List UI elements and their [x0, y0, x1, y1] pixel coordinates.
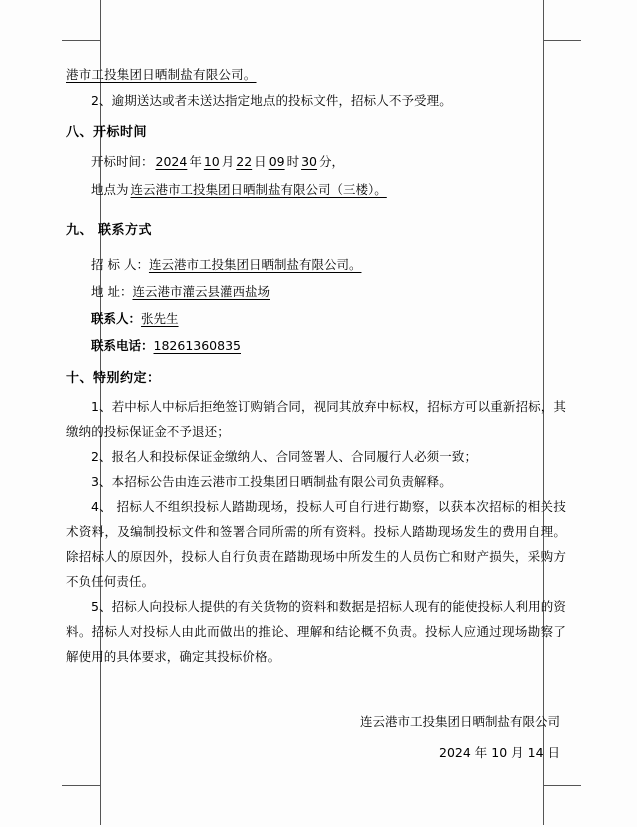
crop-mark-left-top: [100, 0, 101, 40]
section-8-heading: 八、开标时间: [66, 125, 148, 140]
open-time-month: 10: [203, 154, 220, 169]
crop-mark-bottom-left-h: [62, 785, 100, 786]
open-place-row: [66, 176, 566, 204]
crop-mark-right-top: [543, 0, 544, 40]
contact-value-bidder: 连云港市工投集团日晒制盐有限公司。: [148, 257, 362, 272]
contact-value-person: 张先生: [141, 311, 179, 326]
open-time-minute: 30: [301, 154, 318, 169]
special-clause-4: 4、 招标人不组织投标人踏勘现场，投标人可自行进行勘察，以获本次招标的相关技术资料，及编制投标文件和签署合同所需的所有资料。投标人踏勘现场发生的费用自理。除招标人的原因外，投标人自行负责在踏勘现场中所发生的人员伤亡和财产损失，采购方不负任何责任。: [66, 499, 566, 589]
footer-date: 2024 年 10 月 14 日: [439, 745, 560, 760]
crop-mark-bottom-right-h: [543, 785, 581, 786]
footer-signature: 连云港市工投集团日晒制盐有限公司: [359, 714, 560, 729]
special-clause-3: 3、本招标公告由连云港市工投集团日晒制盐有限公司负责解释。: [91, 474, 452, 489]
contact-row: [66, 251, 566, 278]
contact-label-address: 地 址：: [91, 284, 133, 299]
open-time-row: [66, 148, 566, 176]
document-body: [66, 62, 566, 669]
special-clause-2: 2、报名人和投标保证金缴纳人、合同签署人、合同履行人必须一致；: [91, 449, 478, 464]
section-9-heading: 九、 联系方式: [66, 223, 153, 238]
crop-mark-top-left-h: [62, 40, 100, 41]
open-time-minute-unit: 分，: [319, 154, 345, 169]
contact-value-address: 连云港市灌云县灌西盐场: [132, 284, 270, 299]
open-time-day: 22: [236, 154, 253, 169]
open-time-month-unit: 月: [221, 154, 235, 169]
contact-label-bidder: 招 标 人：: [91, 257, 149, 272]
crop-mark-left-bottom: [100, 785, 101, 825]
late-submission-clause: 2、逾期送达或者未送达指定地点的投标文件，招标人不予受理。: [91, 93, 452, 108]
section-10-heading: 十、特别约定：: [66, 371, 161, 386]
contact-row: [66, 305, 566, 332]
open-time-year: 2024: [155, 154, 188, 169]
open-place-label: 地点为: [91, 182, 129, 197]
open-time-hour: 09: [268, 154, 285, 169]
top-continuation-line: 港市工投集团日晒制盐有限公司。: [66, 67, 257, 82]
open-time-label: 开标时间：: [91, 154, 154, 169]
special-clause-5: 5、招标人向投标人提供的有关货物的资料和数据是招标人现有的能使投标人利用的资料。招标人对投标人由此而做出的推论、理解和结论概不负责。投标人应通过现场勘察了解使用的具体要求，确定其投标价格。: [66, 599, 566, 664]
open-time-day-unit: 日: [254, 154, 267, 169]
contact-label-person: 联系人：: [91, 311, 142, 326]
crop-mark-top-right-h: [543, 40, 581, 41]
open-time-hour-unit: 时: [286, 154, 300, 169]
contact-value-phone: 18261360835: [153, 338, 241, 353]
special-clause-1: 1、若中标人中标后拒绝签订购销合同，视同其放弃中标权，招标方可以重新招标，其缴纳的投标保证金不予退还；: [66, 399, 566, 439]
open-place-value: 连云港市工投集团日晒制盐有限公司（三楼）。: [130, 182, 387, 197]
contact-label-phone: 联系电话：: [91, 338, 154, 353]
document-footer: [66, 705, 566, 767]
contact-row: [66, 332, 566, 359]
crop-mark-right-bottom: [543, 785, 544, 825]
open-time-year-unit: 年: [189, 154, 202, 169]
contact-row: [66, 278, 566, 305]
